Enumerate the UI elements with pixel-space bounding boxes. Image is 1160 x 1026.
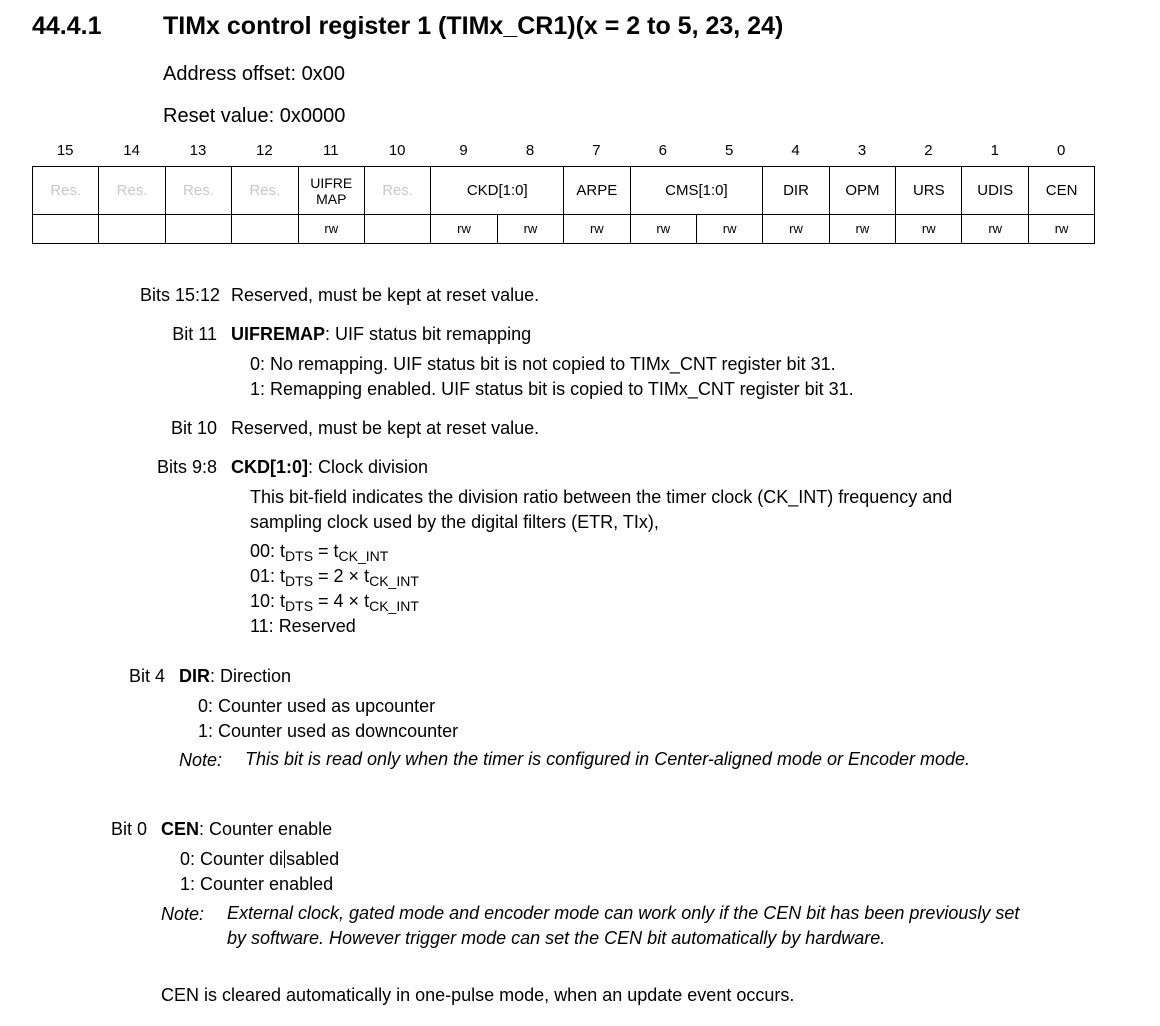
- desc-bit-11-option-1: 1: Remapping enabled. UIF status bit is copied to TIMx_CNT register bit 31.: [250, 379, 854, 399]
- desc-bit-4-label: Bit 4: [128, 666, 165, 686]
- opt-mid: = 4 × t: [313, 591, 370, 611]
- field-reserved: Res.: [364, 167, 430, 215]
- subscript-dts: DTS: [285, 573, 314, 589]
- desc-bit-4-option-0: 0: Counter used as upcounter: [198, 696, 436, 716]
- access-cell-empty: [99, 215, 165, 244]
- desc-bit-11-summary: : UIF status bit remapping: [325, 324, 532, 344]
- field-uifremap-line1: UIFRE: [310, 174, 353, 191]
- field-reserved: Res.: [232, 167, 298, 215]
- desc-bit-11-option-0: 0: No remapping. UIF status bit is not copied to TIMx_CNT register bit 31.: [250, 354, 836, 374]
- desc-bit-10-text: Reserved, must be kept at reset value.: [231, 418, 540, 438]
- desc-bit-0-heading: [161, 819, 332, 839]
- desc-bits-9-8-summary: : Clock division: [308, 457, 429, 477]
- field-uifremap: [298, 167, 364, 215]
- bit-number: 14: [123, 142, 140, 159]
- field-cms: CMS[1:0]: [630, 167, 763, 215]
- opt0-part-b: sabled: [286, 849, 340, 869]
- desc-bit-4-heading: [179, 666, 291, 686]
- desc-bit-0-summary: : Counter enable: [199, 819, 333, 839]
- bit-number: 3: [857, 142, 867, 159]
- desc-bits-9-8-label: Bits 9:8: [156, 457, 217, 477]
- access-cell-empty: [232, 215, 298, 244]
- access-cell: rw: [298, 215, 364, 244]
- opt-prefix: 00: t: [250, 541, 286, 561]
- opt-mid: = 2 × t: [313, 566, 370, 586]
- desc-bit-0-name: CEN: [161, 819, 200, 839]
- desc-bit-0-label: Bit 0: [110, 819, 147, 839]
- desc-bits-15-12-label: Bits 15:12: [139, 285, 220, 305]
- access-cell-empty: [165, 215, 231, 244]
- desc-bit-0-option-0: [180, 849, 339, 869]
- desc-bit-0-note-text: External clock, gated mode and encoder mode can work only if the CEN bit has been previously set by software. However trigger mode can set the CEN bit automatically by hardware.: [227, 903, 1020, 948]
- access-cell: rw: [497, 215, 563, 244]
- field-cen: CEN: [1028, 167, 1094, 215]
- bit-number: 10: [388, 142, 406, 159]
- text-cursor-icon: [284, 850, 285, 868]
- section-title: TIMx control register 1 (TIMx_CR1)(x = 2 to 5, 23, 24): [163, 12, 784, 40]
- desc-bit-11-heading: [231, 324, 531, 344]
- access-cell: rw: [829, 215, 895, 244]
- access-cell: rw: [962, 215, 1028, 244]
- access-cell: rw: [431, 215, 497, 244]
- desc-bits-9-8-option-10: [250, 591, 419, 614]
- desc-bits-15-12-text: Reserved, must be kept at reset value.: [231, 285, 540, 305]
- desc-bits-9-8-option-00: [250, 541, 389, 564]
- access-cell: rw: [1028, 215, 1094, 244]
- access-cell-empty: [33, 215, 99, 244]
- bit-number: 15: [56, 142, 74, 159]
- desc-bit-4-summary: : Direction: [210, 666, 292, 686]
- access-cell: rw: [630, 215, 696, 244]
- subscript-ck-int: CK_INT: [338, 548, 389, 564]
- subscript-dts: DTS: [285, 548, 314, 564]
- field-opm: OPM: [829, 167, 895, 215]
- desc-bit-11-label: Bit 11: [172, 324, 217, 344]
- address-offset: Address offset: 0x00: [163, 63, 345, 85]
- desc-bits-9-8-desc-line2: sampling clock used by the digital filters (ETR, TIx),: [250, 512, 659, 532]
- reset-value: Reset value: 0x0000: [163, 105, 346, 127]
- bit-number: 0: [1057, 142, 1066, 159]
- bit-number-row: [32, 142, 1094, 162]
- desc-bits-9-8-name: CKD[1:0]: [231, 457, 309, 477]
- desc-bit-0-note-label: Note:: [161, 904, 205, 924]
- bit-number: 2: [924, 142, 933, 159]
- desc-bit-4-note-text: This bit is read only when the timer is configured in Center-aligned mode or Encoder mode.: [245, 749, 971, 769]
- register-table: [32, 166, 1095, 244]
- field-dir: DIR: [763, 167, 829, 215]
- field-urs: URS: [896, 167, 962, 215]
- subscript-ck-int: CK_INT: [369, 598, 419, 614]
- bit-number: 7: [592, 142, 601, 159]
- desc-bit-4-option-1: 1: Counter used as downcounter: [198, 721, 459, 741]
- desc-bits-9-8-desc-line1: This bit-field indicates the division ratio between the timer clock (CK_INT) frequency and: [250, 487, 953, 507]
- bit-number: 11: [323, 142, 339, 159]
- desc-bit-0-option-1: 1: Counter enabled: [180, 874, 334, 894]
- bit-number: 8: [525, 142, 535, 159]
- section-number: 44.4.1: [32, 12, 102, 40]
- opt0-part-a: 0: Counter di: [180, 849, 284, 869]
- field-reserved: Res.: [165, 167, 231, 215]
- desc-bit-11-name: UIFREMAP: [231, 324, 325, 344]
- field-reserved: Res.: [99, 167, 165, 215]
- bit-number: 12: [256, 142, 273, 159]
- bit-number: 6: [658, 142, 667, 159]
- desc-bits-9-8-option-01: [250, 566, 419, 589]
- access-row: [33, 215, 1095, 244]
- subscript-dts: DTS: [285, 598, 314, 614]
- desc-bit-4-name: DIR: [179, 666, 210, 686]
- access-cell: rw: [763, 215, 829, 244]
- opt-mid: = t: [313, 541, 339, 561]
- access-cell: rw: [696, 215, 762, 244]
- access-cell-empty: [364, 215, 430, 244]
- field-name-row: [33, 167, 1095, 215]
- field-ckd: CKD[1:0]: [431, 167, 564, 215]
- subscript-ck-int: CK_INT: [369, 573, 419, 589]
- field-udis: UDIS: [962, 167, 1028, 215]
- access-cell: rw: [896, 215, 962, 244]
- desc-bits-9-8-option-11: 11: Reserved: [250, 616, 356, 636]
- desc-bits-9-8-heading: [231, 457, 428, 477]
- access-cell: rw: [564, 215, 630, 244]
- desc-bit-10-label: Bit 10: [170, 418, 217, 438]
- bit-number: 13: [189, 142, 207, 159]
- opt-prefix: 01: t: [250, 566, 286, 586]
- bit-number: 9: [459, 142, 468, 159]
- bit-number: 4: [791, 142, 800, 159]
- field-reserved: Res.: [33, 167, 99, 215]
- desc-bit-4-note-label: Note:: [179, 750, 223, 770]
- bit-number: 5: [725, 142, 734, 159]
- field-uifremap-line2: MAP: [316, 190, 347, 207]
- bit-number: 1: [990, 142, 999, 159]
- field-arpe: ARPE: [564, 167, 630, 215]
- opt-prefix: 10: t: [250, 591, 286, 611]
- desc-bit-0-footer: CEN is cleared automatically in one-pulse mode, when an update event occurs.: [161, 985, 795, 1005]
